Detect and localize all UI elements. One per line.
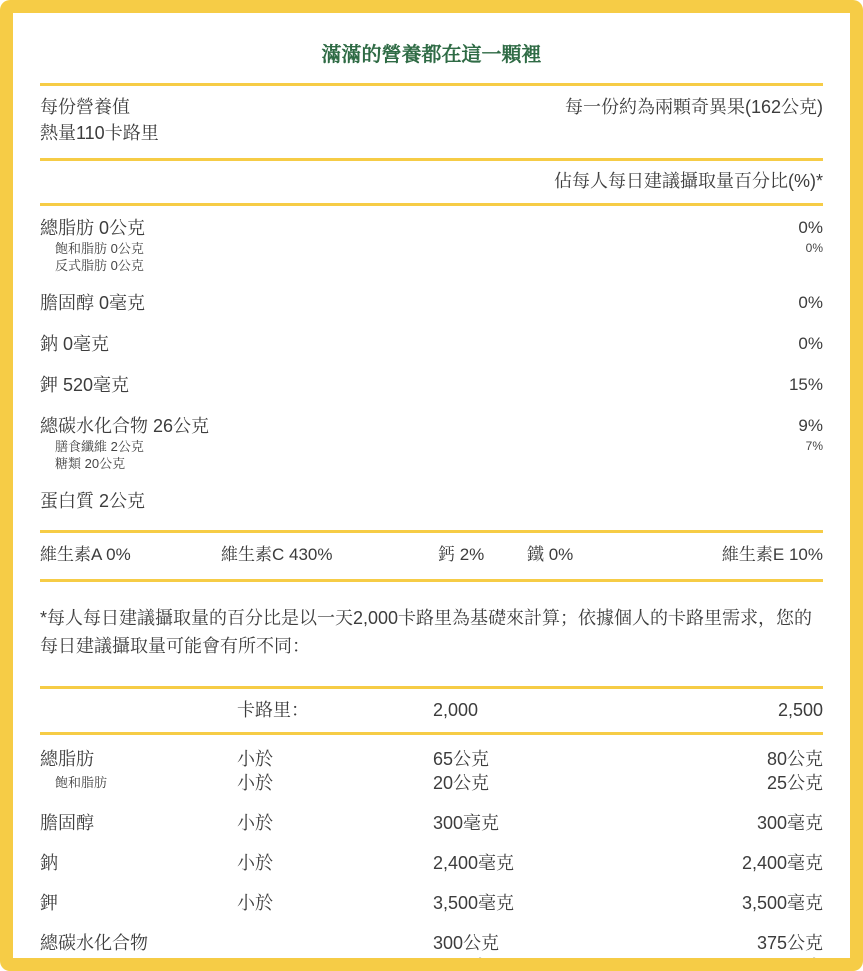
divider-vitamins-bottom <box>40 579 823 582</box>
reference-row-cholesterol <box>40 811 823 835</box>
reference-header-calories: 卡路里： <box>237 700 309 720</box>
calcium: 鈣 2% <box>438 545 485 564</box>
nutrient-sub-dv: 0% <box>805 241 823 255</box>
reference-value-2500: 375公克 <box>756 933 823 953</box>
nutrient-dv: 0% <box>798 334 823 353</box>
nutrient-row-protein <box>40 489 823 513</box>
reference-value-2000: 300公克 <box>433 933 500 953</box>
reference-nutrient-name: 總脂肪 <box>40 749 94 769</box>
nutrient-sub-dv: 7% <box>805 439 823 453</box>
serving-label: 每份營養值 <box>40 97 130 117</box>
nutrient-name: 膽固醇 0毫克 <box>40 293 146 313</box>
nutrient-subitem: 飽和脂肪 0公克 <box>55 241 144 256</box>
reference-nutrient-subname: 飽和脂肪 <box>55 775 108 790</box>
reference-nutrient-name: 總碳水化合物 <box>40 933 148 953</box>
vitamins-row <box>40 533 823 579</box>
nutrient-subitem: 反式脂肪 0公克 <box>55 258 144 273</box>
nutrient-name: 總碳水化合物 26公克 <box>40 416 210 436</box>
reference-value-2500: 25公克 <box>766 773 823 793</box>
nutrient-name: 總脂肪 0公克 <box>40 218 146 238</box>
reference-qualifier: 小於 <box>237 749 273 769</box>
serving-info-left <box>40 94 159 146</box>
nutrient-row-sodium <box>40 332 823 356</box>
nutrient-dv-column <box>798 216 823 274</box>
serving-size-note: 每一份約為兩顆奇異果(162公克) <box>564 97 823 117</box>
nutrient-row-cholesterol <box>40 291 823 315</box>
nutrient-dv: 15% <box>788 375 823 394</box>
vitamin-c: 維生素C 430% <box>221 545 333 564</box>
reference-value-2500: 300毫克 <box>756 813 823 833</box>
nutrient-name: 蛋白質 2公克 <box>40 491 146 511</box>
reference-header-row <box>40 689 823 732</box>
iron: 鐵 0% <box>527 545 574 564</box>
reference-row-sodium <box>40 851 823 875</box>
nutrient-dv: 0% <box>798 218 823 237</box>
vitamin-e: 維生素E 10% <box>721 545 823 564</box>
reference-header-2000: 2,000 <box>433 700 479 720</box>
reference-qualifier <box>237 955 433 971</box>
reference-header-blank <box>40 698 237 722</box>
nutrient-name: 鉀 520毫克 <box>40 375 130 395</box>
reference-value-2000: 3,500毫克 <box>433 893 515 913</box>
reference-qualifier: 小於 <box>237 813 273 833</box>
reference-value-2500: 30公克 <box>766 957 823 971</box>
reference-table <box>40 735 823 971</box>
nutrient-row-total-fat <box>40 216 823 274</box>
vitamin-a: 維生素A 0% <box>40 545 131 564</box>
calories-label: 熱量110卡路里 <box>40 123 159 143</box>
footnote-text: *每人每日建議攝取量的百分比是以一天2,000卡路里為基礎來計算；依據個人的卡路里需求，您的每日建議攝取量可能會有所不同： <box>40 608 813 656</box>
reference-qualifier: 小於 <box>237 773 273 793</box>
page-title: 滿滿的營養都在這一顆裡 <box>321 44 542 66</box>
serving-info-row <box>40 86 823 158</box>
nutrient-row-carbohydrate <box>40 414 823 472</box>
reference-row-potassium <box>40 891 823 915</box>
reference-qualifier <box>237 931 433 955</box>
reference-value-2000: 300毫克 <box>433 813 500 833</box>
reference-nutrient-name: 膽固醇 <box>40 813 94 833</box>
reference-qualifier: 小於 <box>237 893 273 913</box>
nutrient-name: 鈉 0毫克 <box>40 334 110 354</box>
reference-value-2500: 80公克 <box>766 749 823 769</box>
reference-nutrient-name: 鈉 <box>40 853 58 873</box>
reference-nutrient-name: 鉀 <box>40 893 58 913</box>
reference-value-2000: 65公克 <box>433 749 490 769</box>
reference-row-total-fat <box>40 747 823 795</box>
nutrient-labels <box>40 414 209 472</box>
reference-value-2500: 3,500毫克 <box>741 893 823 913</box>
nutrient-dv: 9% <box>798 416 823 435</box>
reference-nutrient-subname: 膳食纖維 <box>55 959 108 971</box>
nutrient-dv: 0% <box>798 293 823 312</box>
reference-value-2500: 2,400毫克 <box>741 853 823 873</box>
nutrient-subitem: 膳食纖維 2公克 <box>55 439 144 454</box>
nutrient-labels <box>40 216 145 274</box>
reference-row-carbohydrate <box>40 931 823 971</box>
reference-value-2000: 25公克 <box>433 957 490 971</box>
reference-header-2500: 2,500 <box>777 700 823 720</box>
nutrient-row-potassium <box>40 373 823 397</box>
nutrient-table <box>40 206 823 513</box>
reference-value-2000: 20公克 <box>433 773 490 793</box>
nutrient-subitem: 糖類 20公克 <box>55 456 126 471</box>
reference-qualifier: 小於 <box>237 853 273 873</box>
daily-value-header: 佔每人每日建議攝取量百分比(%)* <box>554 171 823 191</box>
nutrient-dv-column <box>798 414 823 472</box>
reference-value-2000: 2,400毫克 <box>433 853 515 873</box>
